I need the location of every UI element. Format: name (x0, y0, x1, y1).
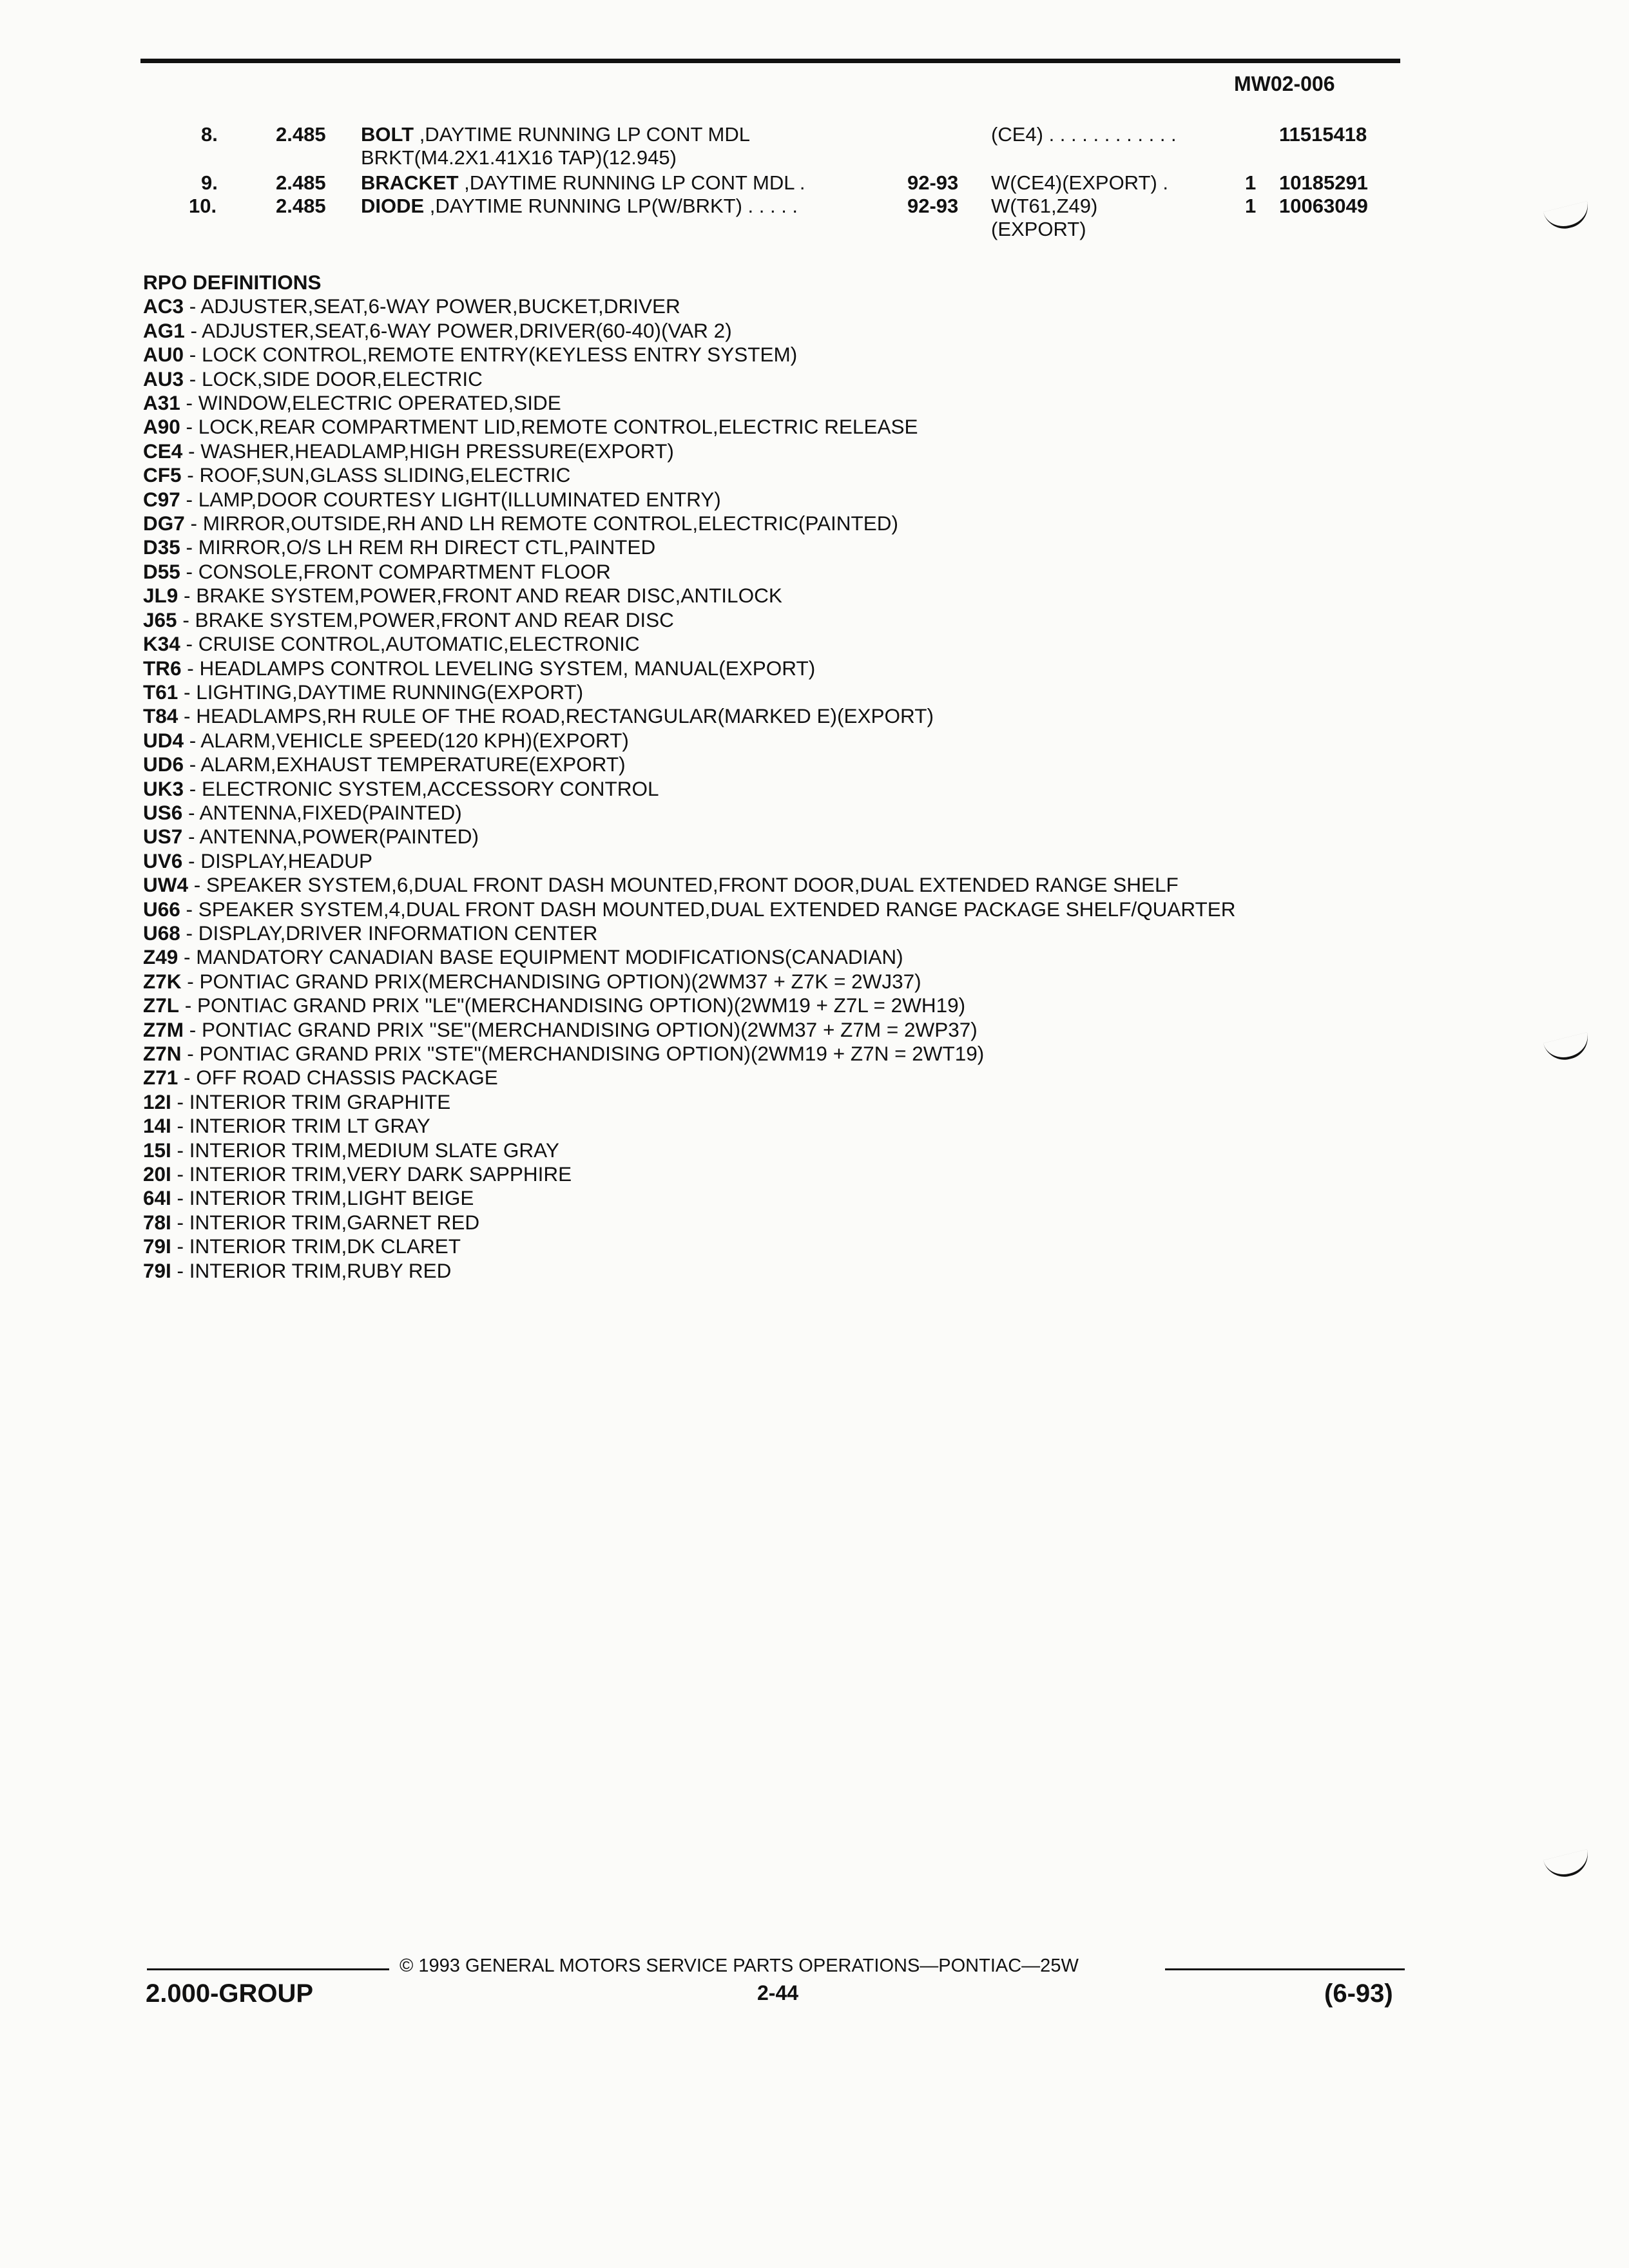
part-row (0, 171, 1629, 197)
rpo-text: - ELECTRONIC SYSTEM,ACCESSORY CONTROL (184, 776, 659, 800)
rpo-text: - INTERIOR TRIM LT GRAY (171, 1114, 430, 1138)
rpo-code: Z7N (143, 1042, 182, 1065)
rpo-code: CE4 (143, 439, 183, 463)
rpo-text: - LOCK,REAR COMPARTMENT LID,REMOTE CONTROL,ELECTRIC RELEASE (180, 415, 918, 439)
rpo-code: AG1 (143, 318, 185, 342)
rpo-item (143, 657, 1236, 680)
rpo-text: - ANTENNA,POWER(PAINTED) (182, 825, 479, 849)
rpo-item (143, 343, 1236, 367)
rpo-text: - PONTIAC GRAND PRIX "SE"(MERCHANDISING OPTION)(2WM37 + Z7M = 2WP37) (184, 1017, 978, 1041)
rpo-code: AU0 (143, 343, 184, 367)
part-description: BRACKET ,DAYTIME RUNNING LP CONT MDL . (361, 171, 805, 194)
part-description: DIODE ,DAYTIME RUNNING LP(W/BRKT) . . . . . (361, 195, 798, 217)
rpo-code: AC3 (143, 294, 184, 318)
rpo-item (143, 849, 1236, 873)
page-number: 2-44 (757, 1981, 799, 2004)
footer-group: 2.000-GROUP (146, 1979, 314, 2008)
rpo-item (143, 1066, 1236, 1090)
rpo-text: - ADJUSTER,SEAT,6-WAY POWER,BUCKET,DRIVER (184, 294, 680, 318)
rpo-list (143, 294, 1236, 1283)
rpo-item (143, 680, 1236, 704)
rpo-text: - MANDATORY CANADIAN BASE EQUIPMENT MODIFICATIONS(CANADIAN) (178, 945, 903, 969)
rpo-text: - ROOF,SUN,GLASS SLIDING,ELECTRIC (181, 463, 571, 487)
rpo-item (143, 1162, 1236, 1186)
rpo-item (143, 488, 1236, 512)
rpo-text: - HEADLAMPS,RH RULE OF THE ROAD,RECTANGULAR(MARKED E)(EXPORT) (178, 704, 934, 728)
rpo-text: - INTERIOR TRIM,LIGHT BEIGE (171, 1186, 474, 1210)
rpo-text: - SPEAKER SYSTEM,4,DUAL FRONT DASH MOUNTED,DUAL EXTENDED RANGE PACKAGE SHELF/QUARTER (180, 897, 1236, 921)
rpo-definitions (143, 271, 1236, 1283)
rpo-code: K34 (143, 632, 180, 656)
footer-rule-right (1165, 1968, 1405, 1970)
rpo-code: 15I (143, 1138, 171, 1162)
part-description-line2: BRKT(M4.2X1.41X16 TAP)(12.945) (361, 146, 677, 169)
rpo-text: - INTERIOR TRIM,MEDIUM SLATE GRAY (171, 1138, 559, 1162)
rpo-text: - LAMP,DOOR COURTESY LIGHT(ILLUMINATED ENTRY) (180, 487, 721, 511)
rpo-code: CF5 (143, 463, 182, 487)
rpo-item (143, 704, 1236, 728)
part-description: BOLT ,DAYTIME RUNNING LP CONT MDL (361, 123, 750, 146)
rpo-code: 79I (143, 1258, 171, 1282)
rpo-text: - INTERIOR TRIM,GARNET RED (171, 1210, 480, 1234)
rpo-code: Z7L (143, 994, 180, 1017)
rpo-item (143, 632, 1236, 656)
rpo-code: 64I (143, 1186, 171, 1210)
rpo-code: Z49 (143, 945, 178, 969)
rpo-title: RPO DEFINITIONS (143, 271, 322, 294)
rpo-item (143, 801, 1236, 825)
part-number-index: 8. (201, 123, 218, 146)
rpo-item (143, 1139, 1236, 1162)
rpo-text: - OFF ROAD CHASSIS PACKAGE (178, 1066, 498, 1090)
part-years: 92-93 (907, 195, 959, 217)
part-no: 11515418 (1279, 123, 1367, 146)
rpo-text: - WASHER,HEADLAMP,HIGH PRESSURE(EXPORT) (182, 439, 674, 463)
rpo-code: A90 (143, 415, 180, 439)
rpo-item (143, 415, 1236, 439)
rpo-code: 12I (143, 1090, 171, 1113)
rpo-item (143, 753, 1236, 776)
rpo-item (143, 994, 1236, 1017)
rpo-text: - INTERIOR TRIM,RUBY RED (171, 1258, 452, 1282)
part-years: 92-93 (907, 171, 959, 194)
rpo-code: Z7K (143, 969, 182, 993)
part-usage: W(CE4)(EXPORT) . (991, 171, 1168, 194)
footer-rule-left (147, 1968, 389, 1970)
rpo-item (143, 463, 1236, 487)
rpo-item (143, 945, 1236, 969)
rpo-code: 78I (143, 1210, 171, 1234)
rpo-code: UD6 (143, 753, 184, 776)
rpo-item (143, 1259, 1236, 1283)
rpo-item (143, 1235, 1236, 1258)
rpo-text: - DISPLAY,DRIVER INFORMATION CENTER (180, 921, 598, 945)
rpo-item (143, 1042, 1236, 1066)
binder-mark (1543, 1849, 1592, 1881)
rpo-text: - ALARM,VEHICLE SPEED(120 KPH)(EXPORT) (184, 728, 629, 752)
rpo-item (143, 319, 1236, 343)
part-usage: W(T61,Z49) (991, 195, 1098, 217)
rpo-item (143, 777, 1236, 801)
rpo-code: TR6 (143, 656, 182, 680)
rpo-item (143, 608, 1236, 632)
footer-copyright: © 1993 GENERAL MOTORS SERVICE PARTS OPERATIONS—PONTIAC—25W (400, 1956, 1079, 1976)
rpo-code: UV6 (143, 849, 183, 872)
rpo-code: JL9 (143, 584, 178, 608)
rpo-text: - PONTIAC GRAND PRIX "STE"(MERCHANDISING OPTION)(2WM19 + Z7N = 2WT19) (181, 1042, 985, 1065)
rpo-code: US7 (143, 825, 183, 849)
rpo-code: AU3 (143, 367, 184, 390)
rpo-item (143, 1211, 1236, 1235)
rpo-text: - MIRROR,O/S LH REM RH DIRECT CTL,PAINTED (180, 535, 656, 559)
part-no: 10063049 (1279, 195, 1368, 217)
rpo-text: - INTERIOR TRIM,DK CLARET (171, 1235, 461, 1258)
rpo-item (143, 1114, 1236, 1138)
rpo-code: Z71 (143, 1066, 178, 1090)
top-rule (140, 59, 1400, 63)
rpo-text: - HEADLAMPS CONTROL LEVELING SYSTEM, MANUAL(EXPORT) (181, 656, 816, 680)
rpo-text: - LIGHTING,DAYTIME RUNNING(EXPORT) (178, 680, 584, 704)
footer-date: (6-93) (1324, 1979, 1393, 2008)
part-usage-line2: (EXPORT) (991, 218, 1086, 240)
rpo-text: - CONSOLE,FRONT COMPARTMENT FLOOR (180, 559, 611, 583)
rpo-item (143, 970, 1236, 994)
binder-mark (1543, 1032, 1592, 1064)
rpo-code: 20I (143, 1162, 171, 1186)
rpo-item (143, 1090, 1236, 1114)
part-qty: 1 (1245, 171, 1257, 194)
rpo-code: U66 (143, 897, 180, 921)
rpo-code: C97 (143, 487, 180, 511)
rpo-text: - LOCK,SIDE DOOR,ELECTRIC (184, 367, 483, 390)
part-row (0, 195, 1629, 246)
rpo-text: - SPEAKER SYSTEM,6,DUAL FRONT DASH MOUNTED,FRONT DOOR,DUAL EXTENDED RANGE SHELF (188, 873, 1179, 897)
rpo-item (143, 1018, 1236, 1042)
rpo-item (143, 294, 1236, 318)
document-code: MW02-006 (1234, 72, 1335, 95)
rpo-item (143, 560, 1236, 584)
rpo-code: D55 (143, 559, 180, 583)
rpo-text: - LOCK CONTROL,REMOTE ENTRY(KEYLESS ENTRY SYSTEM) (184, 343, 798, 367)
rpo-code: UK3 (143, 776, 184, 800)
part-ref: 2.485 (276, 123, 326, 146)
rpo-item (143, 391, 1236, 415)
rpo-text: - ADJUSTER,SEAT,6-WAY POWER,DRIVER(60-40)(VAR 2) (184, 318, 732, 342)
rpo-text: - MIRROR,OUTSIDE,RH AND LH REMOTE CONTROL,ELECTRIC(PAINTED) (184, 512, 899, 535)
rpo-text: - PONTIAC GRAND PRIX(MERCHANDISING OPTION)(2WM37 + Z7K = 2WJ37) (181, 969, 921, 993)
rpo-text: - BRAKE SYSTEM,POWER,FRONT AND REAR DISC,ANTILOCK (178, 584, 782, 608)
rpo-item (143, 825, 1236, 849)
rpo-text: - PONTIAC GRAND PRIX "LE"(MERCHANDISING OPTION)(2WM19 + Z7L = 2WH19) (179, 994, 966, 1017)
rpo-text: - ANTENNA,FIXED(PAINTED) (182, 800, 462, 824)
part-row (0, 123, 1629, 175)
rpo-text: - ALARM,EXHAUST TEMPERATURE(EXPORT) (184, 753, 626, 776)
part-usage: (CE4) . . . . . . . . . . . . (991, 123, 1177, 146)
rpo-item (143, 1186, 1236, 1210)
rpo-code: UW4 (143, 873, 188, 897)
rpo-code: D35 (143, 535, 180, 559)
rpo-code: T61 (143, 680, 178, 704)
rpo-code: J65 (143, 608, 177, 631)
rpo-text: - BRAKE SYSTEM,POWER,FRONT AND REAR DISC (177, 608, 674, 631)
rpo-text: - CRUISE CONTROL,AUTOMATIC,ELECTRONIC (180, 632, 640, 656)
part-number-index: 9. (201, 171, 218, 194)
rpo-text: - WINDOW,ELECTRIC OPERATED,SIDE (180, 391, 561, 415)
rpo-code: U68 (143, 921, 180, 945)
rpo-item (143, 535, 1236, 559)
rpo-code: T84 (143, 704, 178, 728)
part-ref: 2.485 (276, 195, 326, 217)
part-ref: 2.485 (276, 171, 326, 194)
rpo-item (143, 584, 1236, 608)
rpo-code: 14I (143, 1114, 171, 1138)
rpo-text: - INTERIOR TRIM GRAPHITE (171, 1090, 451, 1113)
rpo-item (143, 898, 1236, 921)
rpo-item (143, 439, 1236, 463)
rpo-code: Z7M (143, 1017, 184, 1041)
rpo-code: DG7 (143, 512, 185, 535)
rpo-item (143, 367, 1236, 391)
part-no: 10185291 (1279, 171, 1368, 194)
rpo-item (143, 512, 1236, 535)
rpo-code: 79I (143, 1235, 171, 1258)
rpo-code: UD4 (143, 728, 184, 752)
part-number-index: 10. (189, 195, 217, 217)
rpo-text: - DISPLAY,HEADUP (182, 849, 372, 872)
rpo-item (143, 729, 1236, 753)
rpo-code: A31 (143, 391, 180, 415)
rpo-text: - INTERIOR TRIM,VERY DARK SAPPHIRE (171, 1162, 572, 1186)
rpo-code: US6 (143, 800, 183, 824)
rpo-item (143, 873, 1236, 897)
part-qty: 1 (1245, 195, 1257, 217)
rpo-item (143, 921, 1236, 945)
